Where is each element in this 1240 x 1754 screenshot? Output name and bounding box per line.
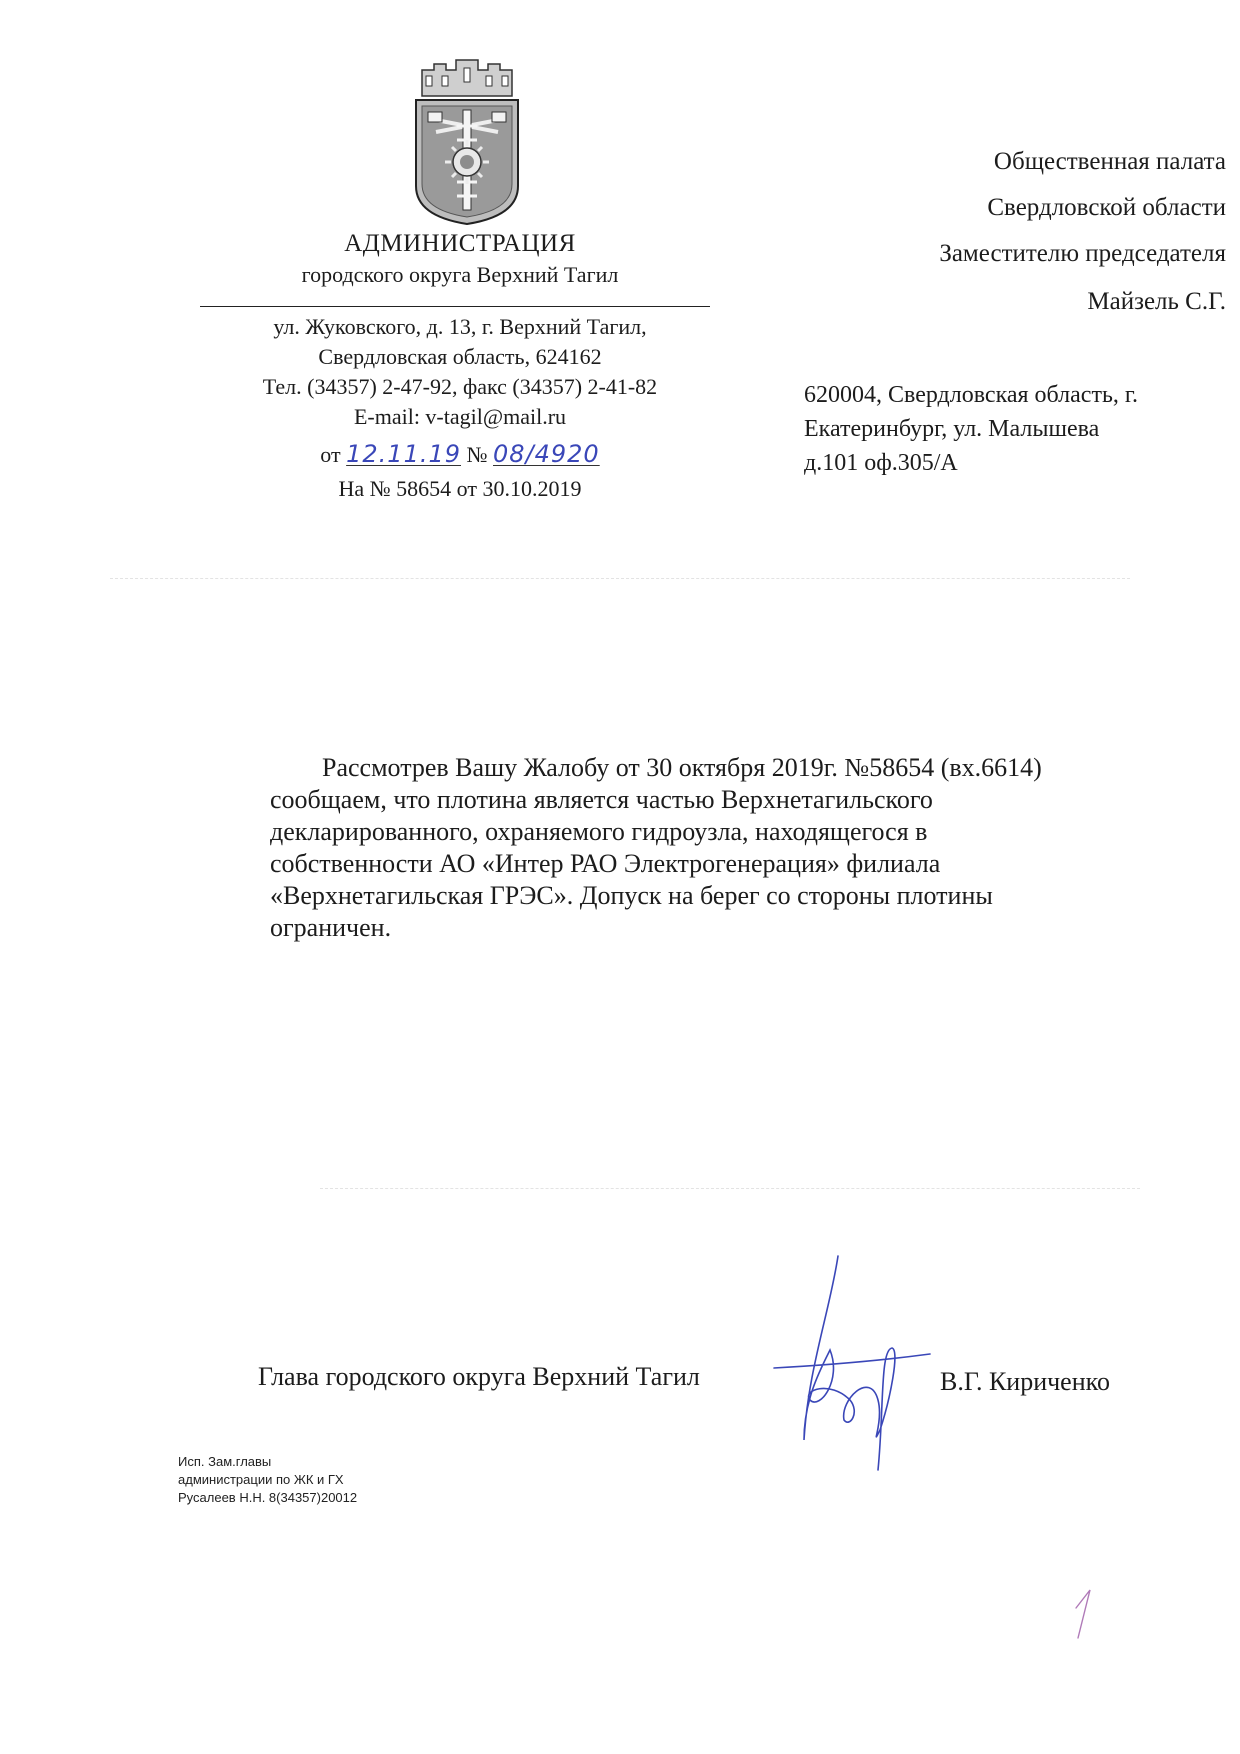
sender-address-line: ул. Жуковского, д. 13, г. Верхний Тагил, — [273, 314, 647, 339]
registration-line — [200, 440, 720, 474]
reg-prefix: от — [320, 442, 341, 467]
signatory-role: Глава городского округа Верхний Тагил — [258, 1362, 700, 1391]
handwritten-page-number — [1068, 1582, 1108, 1642]
executor-line: Исп. Зам.главы — [178, 1454, 272, 1469]
recipient-line: Заместителю председателя — [939, 240, 1226, 267]
recipient-name: Майзель С.Г. — [1087, 288, 1226, 315]
reg-number-label: № — [466, 442, 488, 467]
body-line: собственности АО «Интер РАО Электрогенерация» филиала — [270, 849, 941, 878]
recipient-line: Свердловской области — [987, 194, 1226, 221]
org-title: АДМИНИСТРАЦИЯ — [344, 230, 576, 257]
executor-line: администрации по ЖК и ГХ — [178, 1472, 344, 1487]
executor-line: Русалеев Н.Н. 8(34357)20012 — [178, 1490, 358, 1505]
org-subtitle: городского округа Верхний Тагил — [301, 262, 619, 287]
recipient-address-line: Екатеринбург, ул. Малышева — [804, 416, 1100, 442]
body-line: ограничен. — [270, 913, 392, 942]
body-line: сообщаем, что плотина является частью Верхнетагильского — [270, 785, 933, 814]
recipient-address-line: д.101 оф.305/А — [804, 450, 958, 476]
sender-email-line: E-mail: v-tagil@mail.ru — [353, 404, 567, 429]
reg-number-handwritten: 08/4920 — [493, 440, 600, 468]
body-line: декларированного, охраняемого гидроузла, находящегося в — [270, 817, 928, 846]
header-divider — [200, 306, 710, 307]
body-line: «Верхнетагильская ГРЭС». Допуск на берег со стороны плотины — [270, 881, 993, 910]
reply-reference: На № 58654 от 30.10.2019 — [338, 476, 582, 501]
signatory-name: В.Г. Кириченко — [940, 1367, 1110, 1396]
coat-of-arms-emblem — [412, 56, 522, 228]
sender-phone-line: Тел. (34357) 2-47-92, факс (34357) 2-41-82 — [262, 374, 658, 399]
letter-body — [270, 752, 1150, 944]
body-line: Рассмотрев Вашу Жалобу от 30 октября 2019г. №58654 (вх.6614) — [322, 753, 1042, 782]
scan-artifact — [110, 578, 1130, 579]
recipient-line: Общественная палата — [993, 148, 1226, 175]
sender-address-line: Свердловская область, 624162 — [318, 344, 602, 369]
scan-artifact — [320, 1188, 1140, 1189]
recipient-address-line: 620004, Свердловская область, г. — [804, 382, 1139, 408]
handwritten-signature — [760, 1250, 940, 1480]
reg-date-handwritten: 12.11.19 — [346, 440, 461, 468]
